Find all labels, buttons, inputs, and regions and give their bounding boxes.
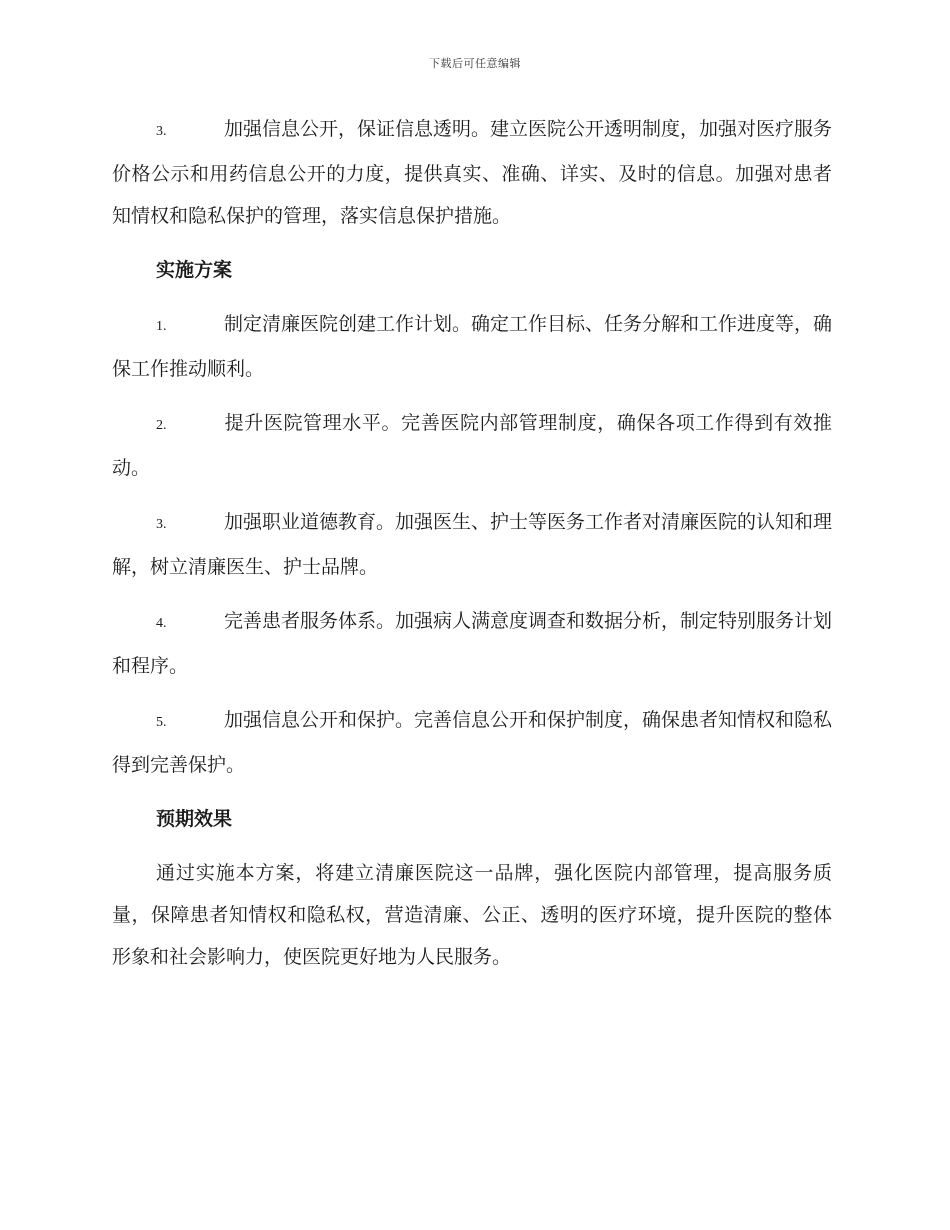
section-heading-expected: 预期效果 xyxy=(156,808,233,830)
list-item xyxy=(112,402,832,489)
header-note: 下载后可任意编辑 xyxy=(429,57,521,70)
list-item-text: 制定清廉医院创建工作计划。确定工作目标、任务分解和工作进度等，确保工作推动顺利。 xyxy=(112,313,833,380)
list-number: 1. xyxy=(156,319,167,334)
list-item xyxy=(112,501,832,588)
list-item xyxy=(112,600,832,687)
list-number: 4. xyxy=(156,616,167,631)
document-body xyxy=(112,108,832,990)
list-item xyxy=(112,303,832,390)
expected-paragraph: 通过实施本方案，将建立清廉医院这一品牌，强化医院内部管理，提高服务质量，保障患者知情权和隐私权，营造清廉、公正、透明的医疗环境，提升医院的整体形象和社会影响力，使医院更好地为人民服务。 xyxy=(112,862,832,968)
section-heading-implementation: 实施方案 xyxy=(156,259,233,281)
list-item-text: 加强信息公开和保护。完善信息公开和保护制度，确保患者知情权和隐私得到完善保护。 xyxy=(112,709,833,776)
list-item-text: 加强职业道德教育。加强医生、护士等医务工作者对清廉医院的认知和理解，树立清廉医生、护士品牌。 xyxy=(112,511,833,578)
list-number: 2. xyxy=(156,418,167,433)
list-item-text: 加强信息公开，保证信息透明。建立医院公开透明制度，加强对医疗服务价格公示和用药信息公开的力度，提供真实、准确、详实、及时的信息。加强对患者知情权和隐私保护的管理，落实信息保护措施。 xyxy=(112,118,833,227)
list-item-intro-3 xyxy=(112,108,832,237)
list-item-text: 完善患者服务体系。加强病人满意度调查和数据分析，制定特别服务计划和程序。 xyxy=(112,610,833,677)
list-number: 5. xyxy=(156,715,167,730)
list-item-text: 提升医院管理水平。完善医院内部管理制度，确保各项工作得到有效推动。 xyxy=(112,412,832,479)
list-item xyxy=(112,699,832,786)
list-number: 3. xyxy=(156,517,167,532)
list-number: 3. xyxy=(156,124,167,139)
